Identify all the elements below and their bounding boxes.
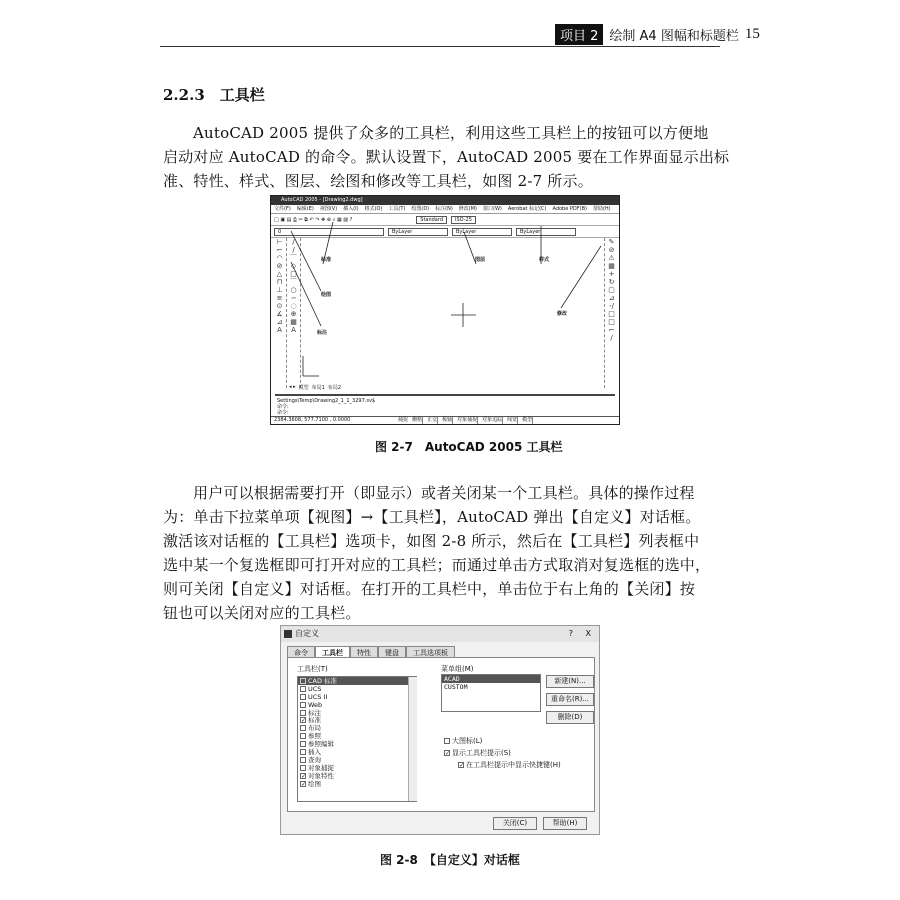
menu-group-item[interactable]: CUSTOM (444, 683, 468, 691)
toolbar-checkbox[interactable] (300, 686, 306, 692)
figure-2-8-caption: 图 2-8 【自定义】对话框 (380, 853, 520, 867)
tab-3[interactable]: 键盘 (378, 646, 406, 659)
command-line: 命令: (277, 404, 289, 410)
dialog-titlebar (281, 626, 599, 642)
menu-item: 文件(F) (274, 206, 291, 212)
menu-item: 绘图(D) (411, 206, 430, 212)
show-tooltips-checkbox[interactable]: ✓ 显示工具栏提示(S) (445, 749, 511, 757)
status-button: 极轴 (442, 417, 453, 423)
toolbar-name: 绘图 (308, 779, 321, 788)
menu-item: 窗口(W) (483, 206, 502, 212)
menu-item: 插入(I) (343, 206, 359, 212)
standard-toolbar: □ ▣ ▤ ⎙ ✂ ⧉ ↶ ↷ ✥ ⊕ ⌕ ▦ ▨ ? Standard ISO-25 (271, 214, 619, 226)
autocad-screenshot (270, 195, 620, 425)
toolbar-name: 参照 (308, 732, 321, 741)
toolbar-checkbox[interactable]: ✓ (301, 780, 307, 788)
toolbar-checkbox[interactable] (300, 749, 306, 755)
command-line: 命令: (277, 410, 289, 416)
text-line: AutoCAD 2005 提供了众多的工具栏，利用这些工具栏上的按钮可以方便地 (193, 124, 709, 142)
text-line: 准、特性、样式、图层、绘图和修改等工具栏，如图 2-7 所示。 (163, 172, 593, 190)
text-line: 则可关闭【自定义】对话框。在打开的工具栏中，单击位于右上角的【关闭】按 (163, 580, 696, 598)
list-scrollbar[interactable] (408, 677, 417, 801)
customize-dialog (280, 625, 600, 835)
label-styles: 样式 (539, 257, 550, 263)
text-line: 为：单击下拉菜单项【视图】→【工具栏】，AutoCAD 弹出【自定义】对话框。 (163, 508, 701, 526)
status-bar (271, 416, 619, 424)
dim-style-select: ISO-25 (451, 216, 476, 224)
toolbar-list-item[interactable] (298, 685, 416, 693)
dimension-toolbar: ⊢ ⌐ ◠ ⊘ △ ⊓ ⊥ ≡ ⊙ ∡ ⊿ A (273, 238, 287, 388)
toolbars-label: 工具栏(T) (297, 665, 328, 673)
show-shortcuts-checkbox[interactable]: ✓ 在工具栏提示中显示快捷键(H) (459, 761, 561, 769)
project-tag: 项目 2 (555, 24, 603, 45)
new-button[interactable]: 新建(N)... (546, 675, 594, 688)
toolbar-checkbox[interactable] (300, 694, 306, 700)
toolbar-name: 标准 (308, 716, 321, 725)
toolbar-name: 参照编辑 (308, 740, 334, 749)
toolbar-checkbox[interactable] (300, 678, 306, 684)
toolbar-list-item[interactable] (298, 677, 416, 685)
toolbar-checkbox[interactable] (300, 765, 306, 771)
command-line: Settings\Temp\Drawing2_1_1_3297.sv$ (277, 398, 376, 404)
menu-item: 帮助(H) (592, 206, 611, 212)
toolbar-list-item[interactable] (298, 748, 416, 756)
toolbar-checkbox[interactable] (300, 725, 306, 731)
tab-2[interactable]: 特性 (350, 646, 378, 659)
toolbar-list-item[interactable] (298, 780, 416, 788)
rename-button[interactable]: 重命名(R)... (546, 693, 594, 706)
toolbar-name: CAD 标准 (308, 676, 338, 685)
toolbar-name: 对象特性 (308, 771, 334, 780)
toolbar-list-item[interactable] (298, 701, 416, 709)
large-icons-label: 大图标(L) (452, 737, 483, 745)
toolbar-name: 对象捕捉 (308, 763, 334, 772)
label-standard: 标准 (321, 257, 332, 263)
close-button[interactable]: 关闭(C) (493, 817, 537, 830)
help-button[interactable]: 帮助(H) (543, 817, 587, 830)
toolbar-checkbox[interactable] (300, 733, 306, 739)
linetype-select: ByLayer (452, 228, 512, 236)
toolbar-checkbox[interactable] (300, 757, 306, 763)
toolbar-list-item[interactable] (298, 756, 416, 764)
toolbar-checkbox[interactable]: ✓ (301, 717, 307, 725)
status-button: 捕捉 (398, 417, 409, 423)
help-icon[interactable]: ? (568, 629, 573, 638)
text-line: 钮也可以关闭对应的工具栏。 (163, 604, 361, 622)
menu-item: 格式(O) (364, 206, 383, 212)
status-button: 线宽 (507, 417, 518, 423)
toolbar-list-item[interactable] (298, 732, 416, 740)
toolbar-name: 布局 (308, 724, 321, 733)
toolbar-name: 标注 (308, 708, 321, 717)
status-button: 正交 (427, 417, 438, 423)
status-button: 对象追踪 (482, 417, 503, 423)
toolbars-panel (287, 657, 595, 812)
text-line: 用户可以根据需要打开（即显示）或者关闭某一个工具栏。具体的操作过程 (193, 484, 695, 502)
menu-item: 工具(T) (388, 206, 406, 212)
figure-2-7-caption: 图 2-7 AutoCAD 2005 工具栏 (375, 440, 563, 454)
tab-model: 模型 (298, 385, 309, 391)
toolbar-name: Web (308, 700, 323, 709)
dialog-title: 自定义 (295, 629, 319, 638)
page-number: 15 (744, 25, 760, 42)
toolbar-name: UCS II (308, 692, 328, 701)
menu-item: Aerobat 标记(C) (507, 206, 547, 212)
tab-0[interactable]: 命令 (287, 646, 315, 659)
label-dimension: 标注 (317, 330, 328, 336)
label-layers: 图层 (475, 257, 486, 263)
color-select: ByLayer (388, 228, 448, 236)
toolbar-checkbox[interactable]: ✓ (301, 772, 307, 780)
status-button: 对象捕捉 (457, 417, 478, 423)
window-title: AutoCAD 2005 - [Drawing2.dwg] (271, 196, 619, 205)
toolbar-checkbox[interactable] (300, 702, 306, 708)
layout-tabs: ◂ ▸ 模型 布局1 布局2 (289, 384, 341, 391)
layer-select: 0 (274, 228, 384, 236)
toolbar-list-item[interactable] (298, 693, 416, 701)
menu-item: 修改(M) (458, 206, 478, 212)
coordinates: 2384.3608, 577.7100 , 0.0000 (274, 417, 351, 423)
toolbar-list-item[interactable] (298, 772, 416, 780)
header-rule (160, 46, 720, 47)
running-header (555, 24, 760, 44)
menu-group-label: 菜单组(M) (441, 665, 474, 673)
tab-1[interactable]: 工具栏 (315, 646, 350, 659)
toolbars-list[interactable] (297, 676, 417, 802)
toolbar-list-item[interactable] (298, 764, 416, 772)
menu-item: 编辑(E) (296, 206, 314, 212)
label-draw: 绘图 (321, 292, 332, 298)
draw-toolbar: / / ⌒ ◇ □ ⌒ ○ ∽ ◌ ⊕ ▦ A (287, 238, 301, 388)
lineweight-select: ByLayer (516, 228, 576, 236)
app-icon (284, 630, 292, 638)
text-line: 启动对应 AutoCAD 的命令。默认设置下，AutoCAD 2005 要在工作界面显示出标 (163, 148, 730, 166)
section-title: 2.2.3 工具栏 (163, 86, 265, 104)
tab-layout2: 布局2 (327, 385, 341, 391)
delete-button[interactable]: 删除(D) (546, 711, 594, 724)
text-line: 选中某一个复选框即可打开对应的工具栏；而通过单击方式取消对复选框的选中， (163, 556, 711, 574)
modify-toolbar: ✎ ⊘ ⚠ ▦ + ↻ ▢ ⊿ -/ □ □ ⌐ ∕ (604, 238, 618, 388)
toolbar-checkbox[interactable] (300, 710, 306, 716)
label-modify: 修改 (557, 311, 568, 317)
command-window (275, 394, 615, 416)
show-tooltips-label: 显示工具栏提示(S) (452, 749, 511, 757)
menu-item: Adobe PDF(B) (552, 206, 587, 212)
toolbar-list-item[interactable] (298, 740, 416, 748)
menu-item: 标注(N) (435, 206, 453, 212)
menu-group-item[interactable]: ACAD (442, 675, 540, 683)
menu-item: 视图(V) (319, 206, 338, 212)
menu-group-list[interactable] (441, 674, 541, 712)
large-icons-checkbox[interactable] (444, 736, 482, 746)
status-button: 栅格 (412, 417, 423, 423)
tab-4[interactable]: 工具选项板 (406, 646, 455, 659)
close-icon[interactable]: X (585, 629, 591, 638)
tab-layout1: 布局1 (311, 385, 325, 391)
status-button: 模型 (522, 417, 533, 423)
toolbar-name: 查询 (308, 755, 321, 764)
toolbar-name: 插入 (308, 747, 321, 756)
text-style-select: Standard (416, 216, 447, 224)
show-shortcuts-label: 在工具栏提示中显示快捷键(H) (466, 761, 561, 769)
chapter-title: 绘制 A4 图幅和标题栏 (609, 28, 739, 44)
text-line: 激活该对话框的【工具栏】选项卡，如图 2-8 所示，然后在【工具栏】列表框中 (163, 532, 700, 550)
toolbar-checkbox[interactable] (300, 741, 306, 747)
toolbar-name: UCS (308, 684, 322, 693)
